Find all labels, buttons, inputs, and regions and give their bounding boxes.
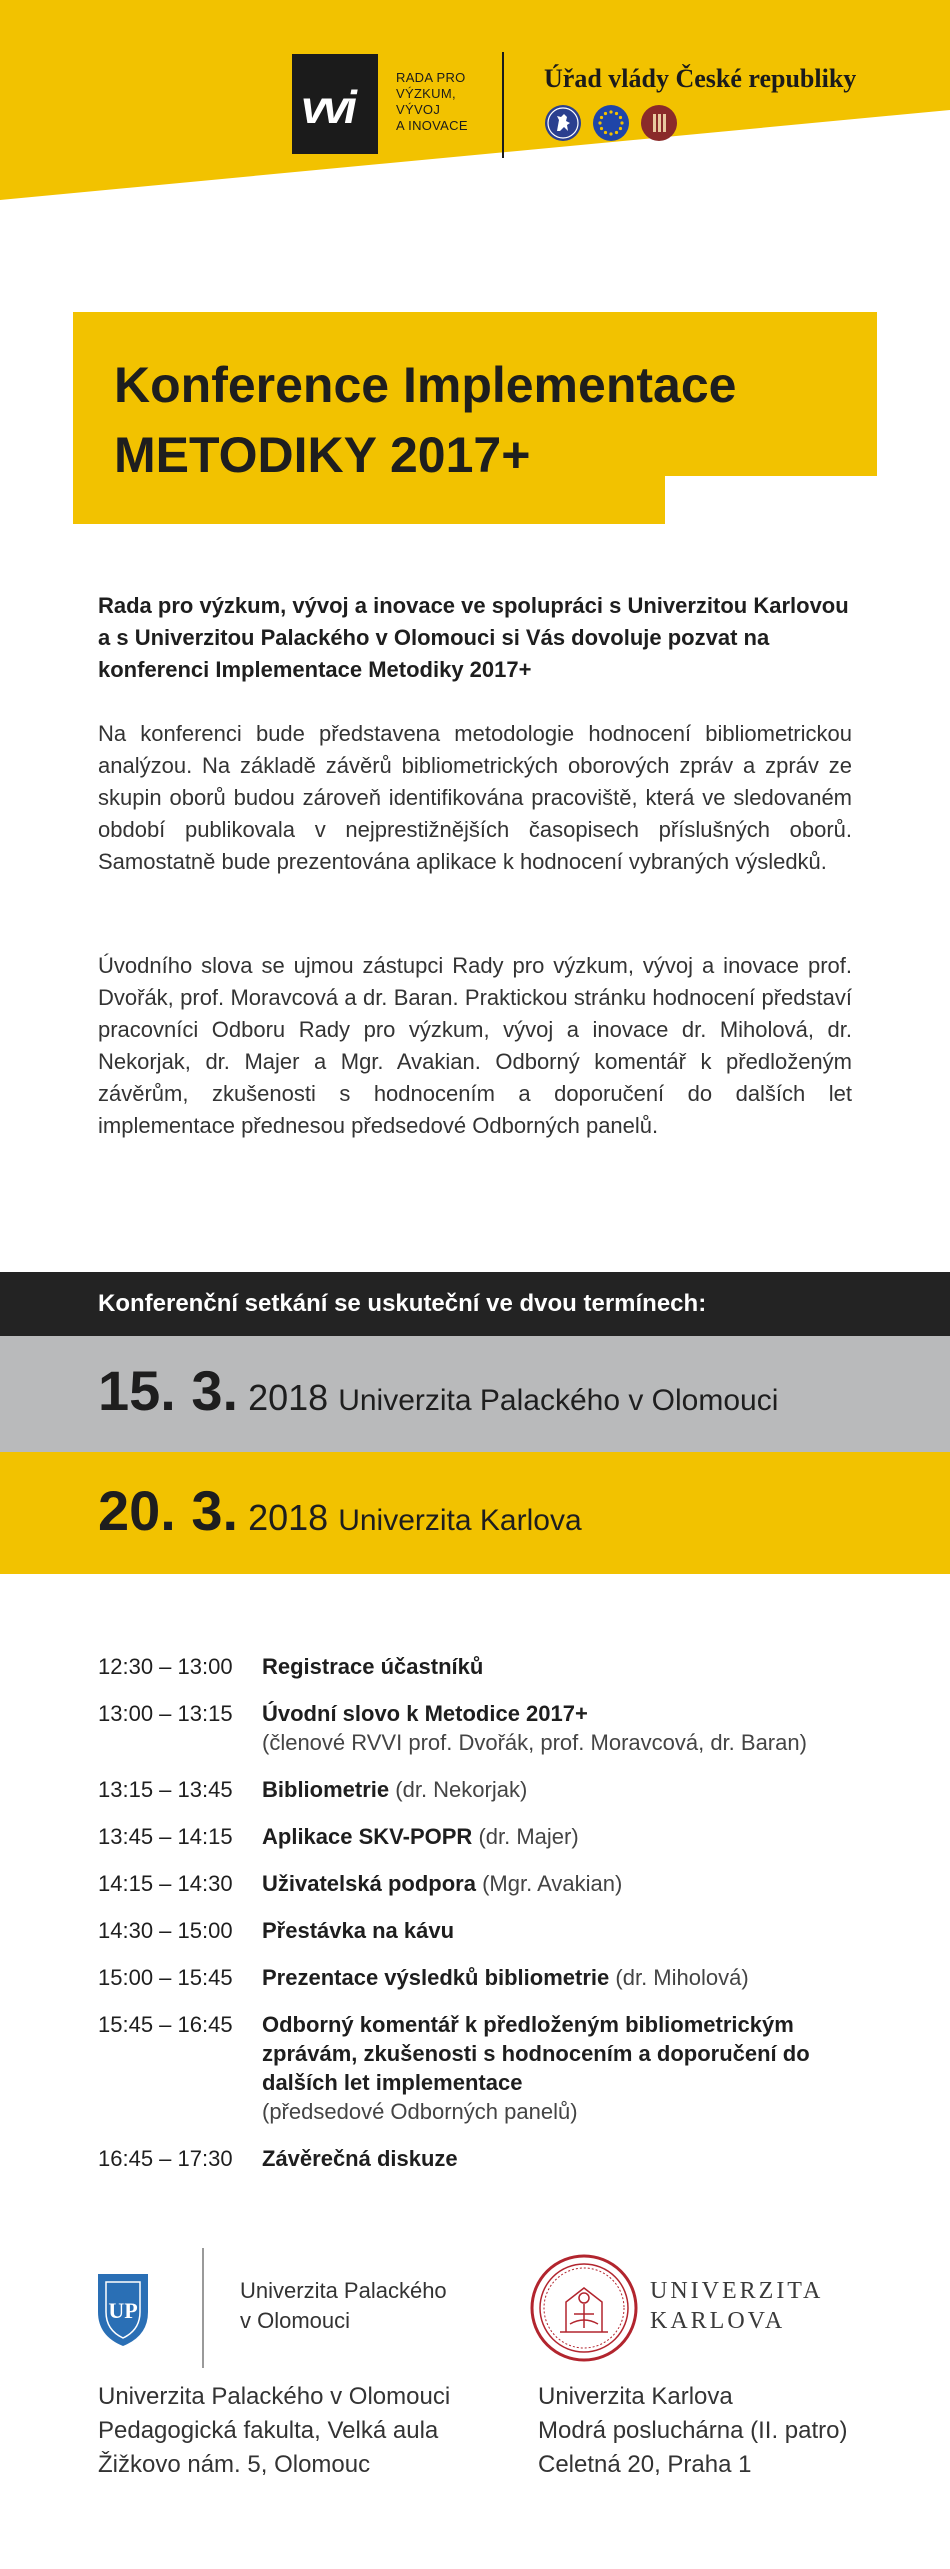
program-time: 13:15 – 13:45	[98, 1777, 233, 1802]
program-title: Odborný komentář k předloženým bibliometrickým zprávám, zkušenosti s hodnocením a doporučení do dalších let implementace	[262, 2012, 810, 2095]
program-title: Závěrečná diskuze	[262, 2146, 458, 2171]
program-title: Uživatelská podpora	[262, 1871, 476, 1896]
title-line-1: Konference Implementace	[114, 357, 737, 413]
intro-lead-text: Rada pro výzkum, vývoj a inovace ve spolupráci s Univerzitou Karlovou a s Univerzitou Palackého v Olomouci si Vás dovoluje pozvat na konferenci Implementace	[98, 593, 849, 682]
page-title	[114, 350, 736, 490]
uk-name	[650, 2276, 823, 2336]
vvi-tagline	[396, 70, 468, 134]
up-name-line: Univerzita Palackého	[240, 2278, 447, 2303]
vvi-tagline-line: VÝVOJ	[396, 102, 441, 117]
program-body	[262, 1869, 898, 1898]
event-year: 2018	[248, 1377, 329, 1418]
program-title: Přestávka na kávu	[262, 1918, 455, 1943]
program-list	[98, 1652, 898, 2191]
program-item	[98, 1916, 898, 1945]
event-year: 2018	[248, 1497, 329, 1538]
program-item	[98, 2144, 898, 2173]
program-time: 14:15 – 14:30	[98, 1871, 233, 1896]
program-time: 13:00 – 13:15	[98, 1701, 233, 1726]
uk-name-line: UNIVERZITA	[650, 2278, 824, 2304]
header-divider	[502, 52, 504, 158]
vvi-logo-text: vvi	[301, 81, 353, 133]
program-body	[262, 1822, 898, 1851]
address-line: Celetná 20, Praha 1	[538, 2451, 752, 2478]
intro-paragraph-1: Na konferenci bude představena metodologie hodnocení bibliometrickou analýzou. Na základě závěrů bibliometrických oborových zpráv a zpráv ze skupin oborů budou zároveň identifikována pracoviště, která ve sledovaném období publikovala v nejprestižnějších časopisech příslušných oborů. Samostatně bude prezentována aplikace k hodnocení vybraných výsledků.	[98, 721, 852, 874]
program-body	[262, 2144, 898, 2173]
program-note: (dr. Majer)	[478, 1824, 579, 1849]
up-logo-text: UP	[108, 2298, 138, 2323]
vvi-tagline-line: RADA PRO	[396, 70, 466, 85]
address-line: Pedagogická fakulta, Velká aula	[98, 2417, 439, 2444]
address-line: Žižkovo nám. 5, Olomouc	[98, 2451, 371, 2478]
program-note: (dr. Miholová)	[615, 1965, 749, 1990]
uk-name-line: KARLOVA	[650, 2308, 786, 2334]
program-body	[262, 1916, 898, 1945]
program-item	[98, 1775, 898, 1804]
vvi-tagline-line: A INOVACE	[396, 118, 468, 133]
program-body	[262, 1699, 898, 1757]
header-background	[0, 0, 950, 300]
gov-title: Úřad vlády České republiky	[544, 64, 857, 93]
program-time: 15:00 – 15:45	[98, 1965, 233, 1990]
program-note: (předsedové Odborných panelů)	[262, 2099, 578, 2124]
up-name	[240, 2276, 447, 2336]
up-address	[98, 2380, 450, 2482]
program-item	[98, 1699, 898, 1757]
title-line-2: METODIKY 2017+	[114, 427, 531, 483]
footer-divider	[202, 2248, 204, 2368]
vvi-logo	[292, 54, 378, 154]
uk-seal-icon	[530, 2254, 638, 2362]
program-title: Úvodní slovo k Metodice 2017+	[262, 1701, 588, 1726]
intro-lead-highlight: Metodiky 2017+	[368, 657, 532, 682]
date-line	[98, 1478, 582, 1543]
date-line	[98, 1358, 778, 1423]
address-line: Univerzita Palackého v Olomouci	[98, 2383, 451, 2410]
program-title: Aplikace SKV-POPR	[262, 1824, 473, 1849]
czech-lion-icon	[544, 104, 582, 142]
program-time: 15:45 – 16:45	[98, 2012, 233, 2037]
program-item	[98, 1652, 898, 1681]
event-place: Univerzita Palackého v Olomouci	[338, 1384, 779, 1417]
intro-lead	[98, 590, 852, 686]
program-item	[98, 1822, 898, 1851]
event-place: Univerzita Karlova	[338, 1504, 582, 1537]
event-date: 20. 3.	[98, 1479, 239, 1542]
address-line: Modrá posluchárna (II. patro)	[538, 2417, 848, 2444]
date-band-praha	[0, 1452, 950, 1574]
eu-stars-icon	[592, 104, 630, 142]
program-time: 16:45 – 17:30	[98, 2146, 233, 2171]
program-body	[262, 1963, 898, 1992]
program-note: (dr. Nekorjak)	[395, 1777, 528, 1802]
up-name-line: v Olomouci	[240, 2308, 351, 2333]
program-item	[98, 1869, 898, 1898]
uk-address	[538, 2380, 847, 2482]
program-title: Registrace účastníků	[262, 1654, 484, 1679]
program-note: (členové RVVI prof. Dvořák, prof. Moravcová, dr. Baran)	[262, 1730, 807, 1755]
intro-paragraph-2: Úvodního slova se ujmou zástupci Rady pro výzkum, vývoj a inovace prof. Dvořák, prof. Moravcová a dr. Baran. Praktickou stránku hodnocení představí pracovníci Odboru Rady pro výzkum, vývoj a inovace dr. Miholová, dr. Nekorjak, dr. Majer a Mgr. Avakian. Odborný komentář k předloženým závěrům, zkušenosti s hodnocením a doporučení do dalších let implementace přednesou předsedové Odborných panelů.	[98, 953, 852, 1138]
program-time: 12:30 – 13:00	[98, 1654, 233, 1679]
program-body	[262, 1652, 898, 1681]
address-line: Univerzita Karlova	[538, 2383, 733, 2410]
program-item	[98, 2010, 898, 2126]
up-logo	[96, 2272, 150, 2348]
program-time: 14:30 – 15:00	[98, 1918, 233, 1943]
program-body	[262, 2010, 852, 2126]
event-date: 15. 3.	[98, 1359, 239, 1422]
program-title: Bibliometrie	[262, 1777, 390, 1802]
program-title: Prezentace výsledků bibliometrie	[262, 1965, 610, 1990]
program-body	[262, 1775, 898, 1804]
vvi-tagline-line: VÝZKUM,	[396, 86, 456, 101]
date-band-olomouc	[0, 1336, 950, 1452]
university-emblem-icon	[640, 104, 678, 142]
gov-emblems	[544, 104, 678, 142]
schedule-heading-band	[0, 1272, 950, 1336]
program-note: (Mgr. Avakian)	[482, 1871, 623, 1896]
program-time: 13:45 – 14:15	[98, 1824, 233, 1849]
program-item	[98, 1963, 898, 1992]
schedule-heading: Konferenční setkání se uskuteční ve dvou termínech:	[98, 1290, 707, 1317]
